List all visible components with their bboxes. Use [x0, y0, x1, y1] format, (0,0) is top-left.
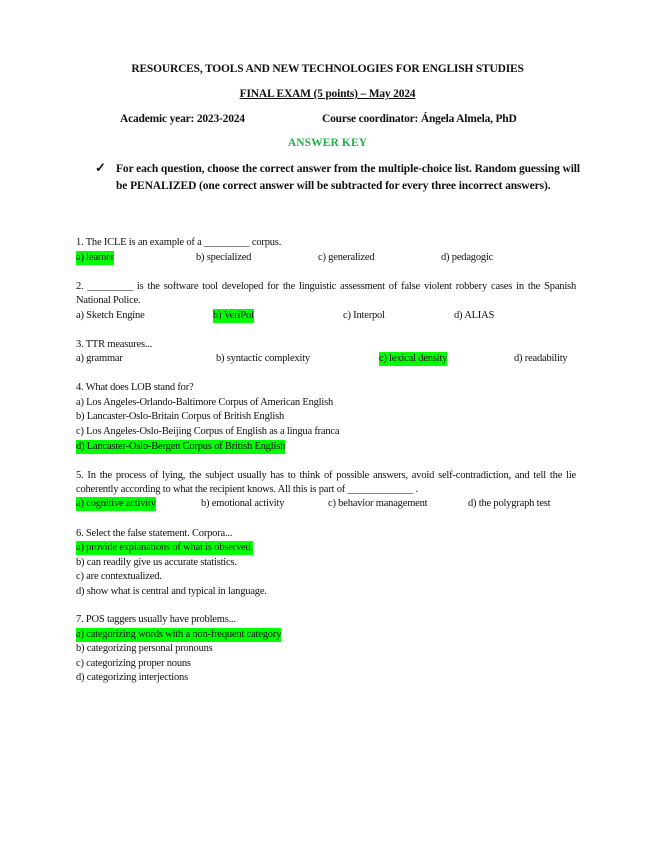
- question-7-option-b: b) categorizing personal pronouns: [76, 643, 213, 654]
- question-4-option-a: a) Los Angeles-Orlando-Baltimore Corpus of American English: [76, 397, 334, 408]
- question-5-option-b: b) emotional activity: [201, 498, 285, 509]
- question-1-option-c: c) generalized: [318, 252, 375, 263]
- question-1-option-a: a) learner: [76, 252, 114, 263]
- question-4-stem: 4. What does LOB stand for?: [76, 382, 194, 393]
- instructions: For each question, choose the correct answer from the multiple-choice list. Random guessing will be PENALIZED (one correct answer will be subtracted for every three incorrect answers).: [116, 163, 580, 192]
- course-title: RESOURCES, TOOLS AND NEW TECHNOLOGIES FOR ENGLISH STUDIES: [131, 63, 524, 75]
- question-6-option-a: a) provide explanations of what is observed.: [76, 542, 253, 553]
- question-2-option-c: c) Interpol: [343, 310, 385, 321]
- question-3-stem: 3. TTR measures...: [76, 339, 153, 350]
- question-2-option-b: b) VeriPol: [213, 310, 254, 321]
- question-3-option-a: a) grammar: [76, 353, 123, 364]
- question-1-option-d: d) pedagogic: [441, 252, 494, 263]
- question-1-stem: 1. The ICLE is an example of a _________ corpus.: [76, 237, 282, 248]
- exam-title: FINAL EXAM (5 points) – May 2024: [239, 88, 416, 100]
- question-4-option-c: c) Los Angeles-Oslo-Beijing Corpus of English as a lingua franca: [76, 426, 340, 437]
- question-2-stem: 2. _________ is the software tool developed for the linguistic assessment of false violent robbery cases in the Spanish National Police.: [76, 281, 576, 306]
- question-6-stem: 6. Select the false statement. Corpora...: [76, 528, 233, 539]
- academic-year: Academic year: 2023-2024: [120, 113, 245, 125]
- question-5-stem: 5. In the process of lying, the subject usually has to think of possible answers, avoid self-contradiction, and tell the lie coherently according to what the recipient knows. All this is part of _____________ .: [76, 470, 576, 495]
- question-5-option-d: d) the polygraph test: [468, 498, 551, 509]
- question-7-option-d: d) categorizing interjections: [76, 672, 188, 683]
- question-2-option-a: a) Sketch Engine: [76, 310, 145, 321]
- course-coordinator: Course coordinator: Ángela Almela, PhD: [322, 113, 517, 125]
- question-1-option-b: b) specialized: [196, 252, 252, 263]
- question-5-option-c: c) behavior management: [328, 498, 428, 509]
- question-7-stem: 7. POS taggers usually have problems...: [76, 614, 236, 625]
- question-6-option-b: b) can readily give us accurate statistics.: [76, 557, 237, 568]
- question-4-option-d: d) Lancaster-Oslo-Bergen Corpus of British English: [76, 441, 286, 452]
- question-2-option-d: d) ALIAS: [454, 310, 495, 321]
- question-6-option-d: d) show what is central and typical in language.: [76, 586, 267, 597]
- checkmark-icon: ✓: [95, 160, 106, 175]
- question-7-option-c: c) categorizing proper nouns: [76, 658, 191, 669]
- question-6-option-c: c) are contextualized.: [76, 571, 162, 582]
- question-4-option-b: b) Lancaster-Oslo-Britain Corpus of British English: [76, 411, 285, 422]
- question-3-option-b: b) syntactic complexity: [216, 353, 310, 364]
- question-3-option-c: c) lexical density: [379, 353, 448, 364]
- question-3-option-d: d) readability: [514, 353, 568, 364]
- question-5-option-a: a) cognitive activity: [76, 498, 156, 509]
- answer-key-heading: ANSWER KEY: [287, 137, 368, 149]
- question-7-option-a: a) categorizing words with a non-frequent category: [76, 629, 282, 640]
